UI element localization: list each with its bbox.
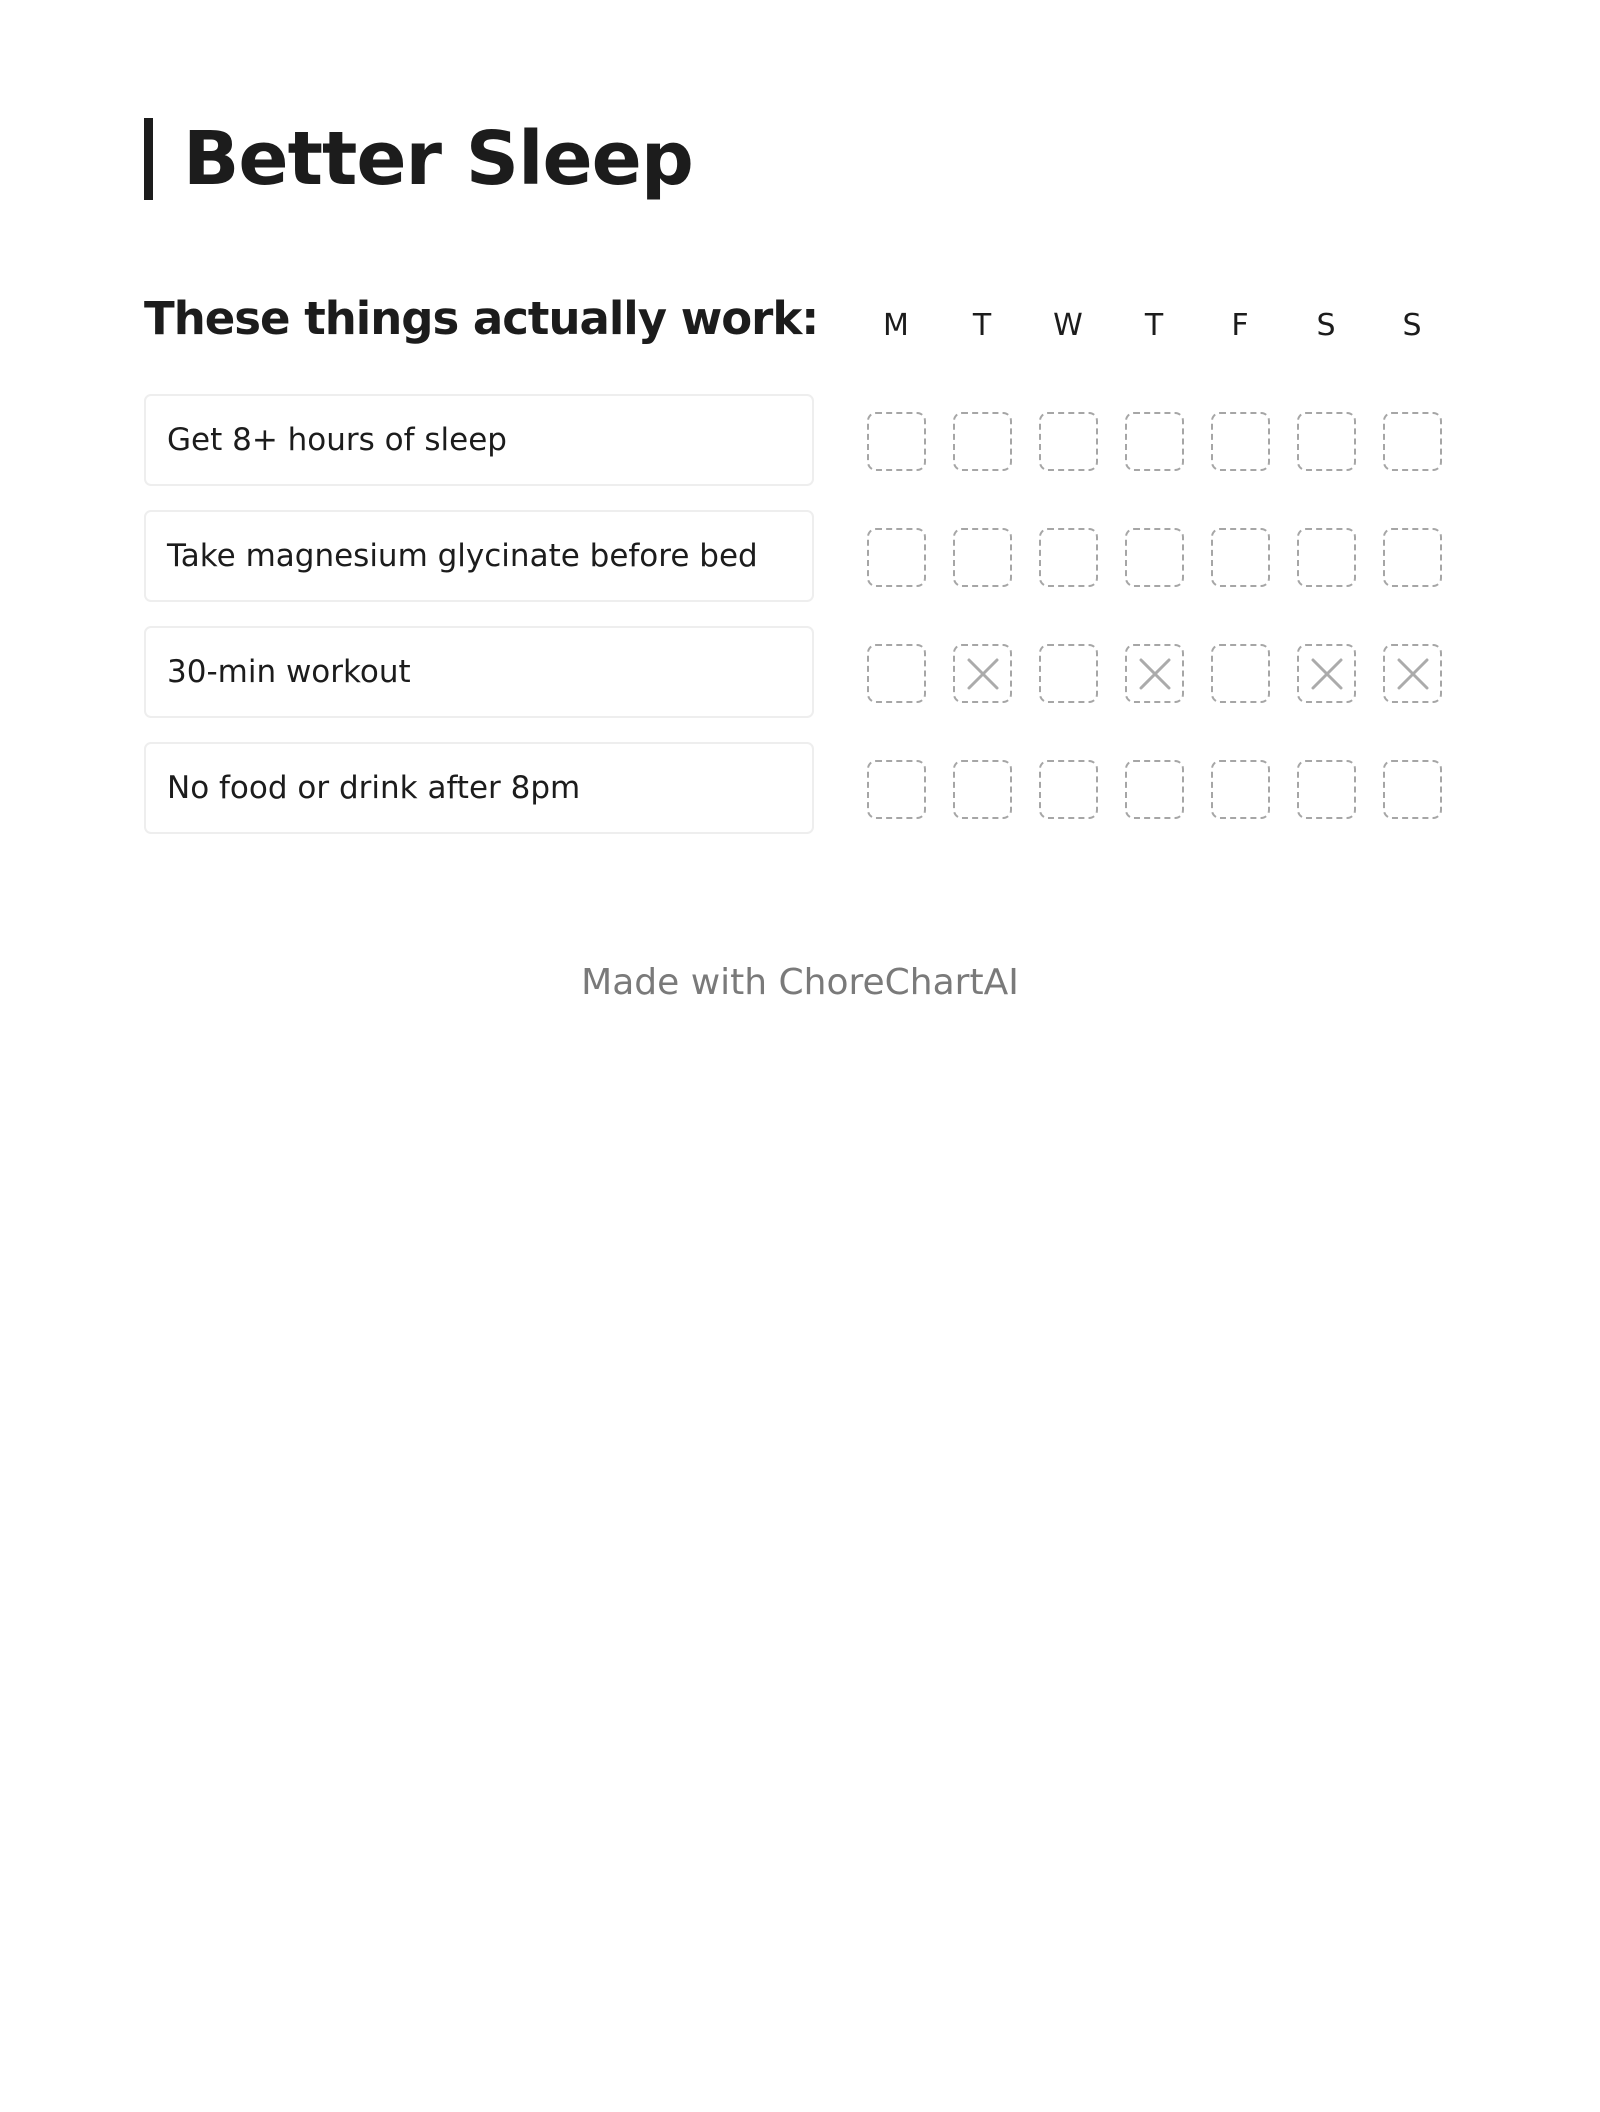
task-box <box>144 626 814 718</box>
checkbox[interactable] <box>1039 644 1098 703</box>
task-row <box>144 626 1474 722</box>
task-box <box>144 510 814 602</box>
section-heading: These things actually work: <box>144 292 819 345</box>
day-label: F <box>1231 308 1249 343</box>
x-mark-icon <box>965 656 1001 692</box>
checkbox[interactable] <box>953 528 1012 587</box>
checkbox[interactable] <box>1039 760 1098 819</box>
checkbox[interactable] <box>1211 528 1270 587</box>
checkbox[interactable] <box>953 760 1012 819</box>
checkbox-checked[interactable] <box>953 644 1012 703</box>
task-label: No food or drink after 8pm <box>167 770 581 806</box>
task-row <box>144 742 1474 838</box>
task-box <box>144 742 814 834</box>
checkbox[interactable] <box>1125 412 1184 471</box>
checkbox[interactable] <box>1383 528 1442 587</box>
task-box <box>144 394 814 486</box>
checkbox[interactable] <box>1383 760 1442 819</box>
day-label: T <box>972 308 992 343</box>
x-mark-icon <box>1309 656 1345 692</box>
day-header <box>867 306 1467 346</box>
footer-credit: Made with ChoreChartAI <box>581 962 1019 1003</box>
checkbox[interactable] <box>1297 528 1356 587</box>
page-title: Better Sleep <box>183 116 693 202</box>
day-label: T <box>1144 308 1164 343</box>
checkbox[interactable] <box>1211 644 1270 703</box>
checkbox[interactable] <box>1125 760 1184 819</box>
day-label: S <box>1402 308 1422 343</box>
day-label: M <box>883 308 909 343</box>
task-row <box>144 394 1474 490</box>
checkbox[interactable] <box>1039 528 1098 587</box>
task-label: Get 8+ hours of sleep <box>167 422 507 458</box>
checkbox[interactable] <box>867 528 926 587</box>
checkbox[interactable] <box>953 412 1012 471</box>
day-label: W <box>1053 308 1083 343</box>
day-label: S <box>1316 308 1336 343</box>
x-mark-icon <box>1137 656 1173 692</box>
checkbox[interactable] <box>1211 760 1270 819</box>
checkbox[interactable] <box>867 760 926 819</box>
checkbox[interactable] <box>1297 412 1356 471</box>
checkbox[interactable] <box>867 412 926 471</box>
title-block <box>144 118 693 200</box>
checkbox[interactable] <box>867 644 926 703</box>
checkbox[interactable] <box>1297 760 1356 819</box>
checkbox[interactable] <box>1383 412 1442 471</box>
checkbox-checked[interactable] <box>1125 644 1184 703</box>
checkbox-checked[interactable] <box>1383 644 1442 703</box>
task-label: Take magnesium glycinate before bed <box>167 538 758 574</box>
task-label: 30-min workout <box>167 654 411 690</box>
checkbox[interactable] <box>1039 412 1098 471</box>
title-accent-bar <box>144 118 153 200</box>
checkbox[interactable] <box>1211 412 1270 471</box>
checkbox-checked[interactable] <box>1297 644 1356 703</box>
task-row <box>144 510 1474 606</box>
x-mark-icon <box>1395 656 1431 692</box>
checkbox[interactable] <box>1125 528 1184 587</box>
